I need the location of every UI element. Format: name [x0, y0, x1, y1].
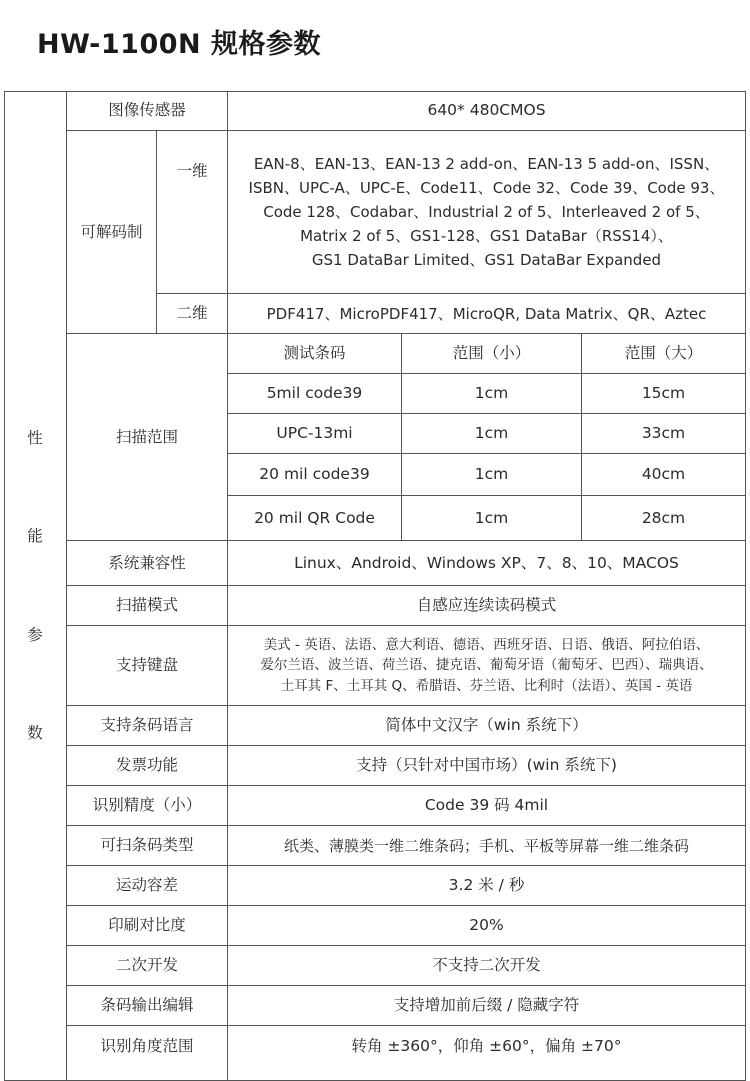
page-title: HW-1100N 规格参数 [37, 29, 322, 60]
scan-row-min: 1cm [402, 414, 582, 454]
mode-value: 自感应连续读码模式 [228, 586, 746, 626]
category-cell [4, 91, 67, 1081]
spec-label: 识别精度（小） [67, 786, 228, 826]
category-char: 性 [27, 429, 43, 448]
spec-value: 不支持二次开发 [228, 946, 746, 986]
spec-value: 转角 ±360°，仰角 ±60°，偏角 ±70° [228, 1026, 746, 1081]
spec-value: 简体中文汉字（win 系统下） [228, 706, 746, 746]
decode-1d-line: ISBN、UPC-A、UPC-E、Code11、Code 32、Code 39、Code 93、 [248, 179, 725, 197]
scan-range-label: 扫描范围 [67, 334, 228, 541]
decode-1d-line: EAN-8、EAN-13、EAN-13 2 add-on、EAN-13 5 add-on、ISSN、 [253, 155, 720, 173]
scan-row-max: 15cm [582, 374, 746, 414]
scan-row-code: 20 mil code39 [228, 454, 402, 496]
scan-row-max: 28cm [582, 496, 746, 541]
scan-row-min: 1cm [402, 454, 582, 496]
scan-row-max: 33cm [582, 414, 746, 454]
decode-1d-line: Code 128、Codabar、Industrial 2 of 5、Interleaved 2 of 5、 [263, 203, 710, 221]
spec-label: 发票功能 [67, 746, 228, 786]
scan-row-min: 1cm [402, 374, 582, 414]
decode-1d-label: 一维 [157, 131, 228, 294]
scan-header-min: 范围（小） [402, 334, 582, 374]
decode-2d-value: PDF417、MicroPDF417、MicroQR, Data Matrix、QR、Aztec [228, 294, 746, 334]
spec-value: Code 39 码 4mil [228, 786, 746, 826]
scan-row-max: 40cm [582, 454, 746, 496]
spec-label: 运动容差 [67, 866, 228, 906]
keyboard-value [228, 626, 746, 706]
compat-value: Linux、Android、Windows XP、7、8、10、MACOS [228, 541, 746, 586]
spec-value: 20% [228, 906, 746, 946]
spec-label: 可扫条码类型 [67, 826, 228, 866]
keyboard-line: 土耳其 F、土耳其 Q、希腊语、芬兰语、比利时（法语）、英国 - 英语 [280, 677, 693, 694]
keyboard-line: 美式 - 英语、法语、意大利语、德语、西班牙语、日语、俄语、阿拉伯语、 [263, 637, 710, 654]
category-char: 数 [27, 723, 43, 742]
decode-1d-line: Matrix 2 of 5、GS1-128、GS1 DataBar（RSS14）、 [300, 227, 673, 245]
category-char: 能 [27, 527, 43, 546]
scan-row-code: UPC-13mi [228, 414, 402, 454]
spec-label: 识别角度范围 [67, 1026, 228, 1081]
spec-value: 纸类、薄膜类一维二维条码；手机、平板等屏幕一维二维条码 [228, 826, 746, 866]
decode-1d-line: GS1 DataBar Limited、GS1 DataBar Expanded [311, 251, 662, 269]
scan-header-code: 测试条码 [228, 334, 402, 374]
spec-label: 条码输出编辑 [67, 986, 228, 1026]
sensor-value: 640* 480CMOS [228, 91, 746, 131]
mode-label: 扫描模式 [67, 586, 228, 626]
compat-label: 系统兼容性 [67, 541, 228, 586]
spec-label: 印刷对比度 [67, 906, 228, 946]
decode-1d-value [228, 131, 746, 294]
scan-header-max: 范围（大） [582, 334, 746, 374]
category-char: 参 [27, 625, 43, 644]
sensor-label: 图像传感器 [67, 91, 228, 131]
spec-label: 二次开发 [67, 946, 228, 986]
scan-row-code: 20 mil QR Code [228, 496, 402, 541]
keyboard-line: 爱尔兰语、波兰语、荷兰语、捷克语、葡萄牙语（葡萄牙、巴西）、瑞典语、 [260, 657, 713, 674]
spec-table [4, 91, 746, 1081]
spec-value: 支持增加前后缀 / 隐藏字符 [228, 986, 746, 1026]
spec-value: 支持（只针对中国市场）(win 系统下) [228, 746, 746, 786]
decode-2d-label: 二维 [157, 294, 228, 334]
spec-value: 3.2 米 / 秒 [228, 866, 746, 906]
keyboard-label: 支持键盘 [67, 626, 228, 706]
scan-row-min: 1cm [402, 496, 582, 541]
scan-row-code: 5mil code39 [228, 374, 402, 414]
spec-label: 支持条码语言 [67, 706, 228, 746]
decode-label: 可解码制 [67, 131, 157, 334]
